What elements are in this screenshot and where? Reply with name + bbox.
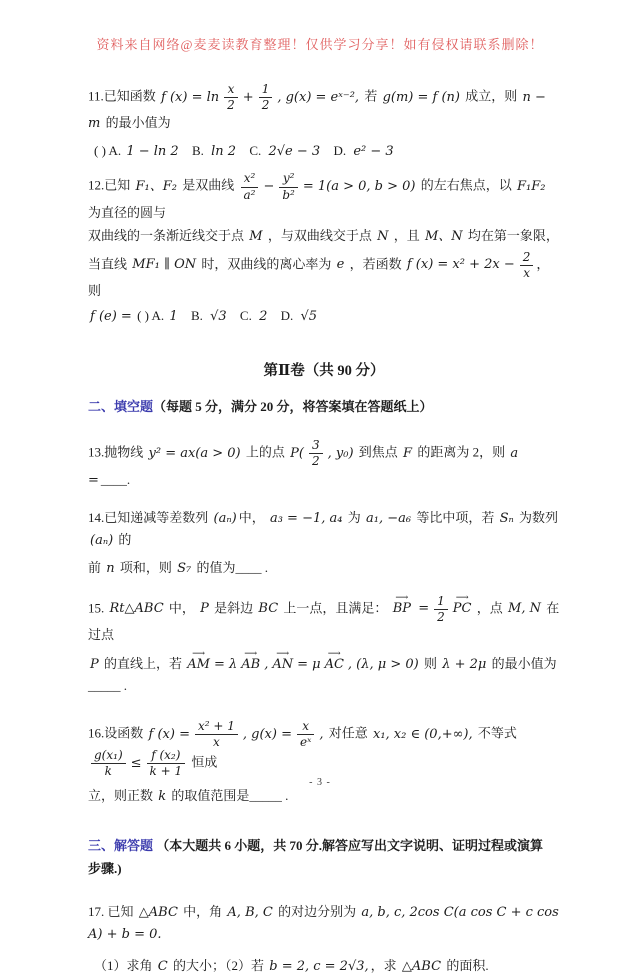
fraction-numerator: 3 xyxy=(309,439,323,454)
formula: (aₙ) xyxy=(90,532,114,548)
question-text: 成立，则 xyxy=(465,88,518,104)
fraction xyxy=(309,439,323,468)
fraction xyxy=(259,83,273,112)
fraction-denominator: b² xyxy=(282,187,295,202)
formula: A, B, C xyxy=(227,904,273,920)
option-a-value: 1 − ln 2 xyxy=(126,144,179,160)
question-15 xyxy=(88,595,560,696)
fraction-numerator: x xyxy=(297,720,314,735)
formula: (aₙ) xyxy=(213,510,237,526)
formula: S₇ xyxy=(177,560,192,576)
formula: a₃ = −1, a₄ xyxy=(269,510,343,526)
option-a-value: 1 xyxy=(169,309,178,325)
question-text: 的对边分别为 xyxy=(278,903,357,919)
option-c-label: C. xyxy=(249,143,262,159)
question-text: 上的点 xyxy=(245,444,285,460)
formula: f (x) = ln xyxy=(161,89,220,105)
question-text: 中， xyxy=(238,509,265,525)
section-2-header xyxy=(88,396,560,417)
formula: BC xyxy=(258,601,279,617)
question-12 xyxy=(88,172,560,327)
formula: = xyxy=(418,601,430,617)
formula: = μ xyxy=(297,656,321,672)
question-text: 前 xyxy=(88,559,102,575)
fraction-numerator: x xyxy=(224,83,238,98)
formula: , g(x) = eˣ⁻², xyxy=(277,89,360,105)
question-text: ，则 xyxy=(88,256,550,299)
fraction-denominator: 2 xyxy=(261,98,270,113)
q17-line-1 xyxy=(88,901,560,945)
formula: MF₁ ∥ ON xyxy=(132,257,197,273)
option-b-value: ln 2 xyxy=(211,144,237,160)
formula: n xyxy=(106,560,115,576)
formula: a, b, c, 2cos C(a cos C + c cos A) + b = 0. xyxy=(88,904,559,942)
formula: P( xyxy=(290,445,304,461)
watermark-notice: 资料来自网络@麦麦读教育整理！仅供学习分享！如有侵权请联系删除！ xyxy=(96,37,544,52)
section-2-subtitle: （每题 5 分，满分 20 分，将答案填在答题纸上） xyxy=(153,399,433,415)
fraction-denominator: a² xyxy=(243,187,256,202)
question-text: 到焦点 xyxy=(358,444,398,460)
formula: a = xyxy=(88,445,519,488)
question-text: 若 xyxy=(364,88,378,104)
answer-blank: ____. xyxy=(100,471,131,487)
answer-blank: ____ . xyxy=(235,559,269,575)
question-text: 的取值范围是 xyxy=(171,787,250,803)
answer-paren: ( ) A. xyxy=(94,143,122,159)
question-text: 上一点，且满足： xyxy=(283,600,388,616)
formula: , y₀) xyxy=(327,445,354,461)
page-number: - 3 - xyxy=(309,777,331,788)
question-text: 的距离为 2，则 xyxy=(417,444,506,460)
question-text: ，点 xyxy=(476,600,503,616)
formula: n − m xyxy=(88,89,546,132)
q14-line-1 xyxy=(88,507,560,551)
formula: + xyxy=(242,89,254,105)
formula: △ABC xyxy=(401,958,442,974)
question-number: 15. xyxy=(88,600,105,616)
fraction-numerator: x² + 1 xyxy=(195,720,238,735)
question-text: 的最小值为 xyxy=(491,655,557,671)
volume-title: 第Ⅱ卷（共 90 分） xyxy=(263,363,385,380)
option-b-value: √3 xyxy=(210,309,227,325)
fraction-denominator: x xyxy=(213,735,220,750)
q15-line-1 xyxy=(88,595,560,645)
q12-line-3 xyxy=(88,251,560,301)
question-text: 时，双曲线的离心率为 xyxy=(201,256,332,272)
question-text: 当直线 xyxy=(88,256,128,272)
formula: F₁F₂ xyxy=(517,179,546,195)
question-text: 的 xyxy=(118,531,132,547)
q12-line-2 xyxy=(88,225,560,247)
question-13 xyxy=(88,439,560,490)
fraction-numerator: x² xyxy=(241,172,259,187)
section-3-header-line-2 xyxy=(88,858,560,879)
question-text: ，若函数 xyxy=(349,256,402,272)
option-c-value: 2 xyxy=(259,309,268,325)
formula: M、N xyxy=(424,228,463,244)
formula: e xyxy=(336,257,345,273)
q17-line-2 xyxy=(88,955,560,977)
question-text: 等比中项，若 xyxy=(416,509,495,525)
question-text: 的值为 xyxy=(196,559,236,575)
question-text: 的左右焦点，以 xyxy=(420,178,512,194)
formula: y² = ax(a > 0) xyxy=(148,445,241,461)
fraction xyxy=(147,749,186,778)
vector-bp: ⟶ BP xyxy=(391,598,413,619)
fraction-denominator: x xyxy=(523,265,530,280)
subquestion-text: 的面积. xyxy=(446,957,489,973)
fraction xyxy=(297,720,314,749)
question-text: ，且 xyxy=(393,227,420,243)
option-c-label: C. xyxy=(239,308,252,324)
question-text: ，与双曲线交于点 xyxy=(267,227,372,243)
section-3-subtitle: （本大题共 6 小题，共 70 分.解答应写出文字说明、证明过程或演算 xyxy=(156,837,544,853)
section-3-subtitle-continued: 步骤.) xyxy=(88,860,122,876)
fraction xyxy=(279,172,298,201)
fraction-denominator: k + 1 xyxy=(149,764,183,779)
formula: f (e) = xyxy=(90,309,132,325)
option-b-label: B. xyxy=(190,308,203,324)
option-d-label: D. xyxy=(333,143,347,159)
question-number: 11.已知函数 xyxy=(88,88,156,104)
question-number: 12.已知 xyxy=(88,178,131,194)
formula: Rt△ABC xyxy=(109,601,164,617)
question-text: 是双曲线 xyxy=(182,178,235,194)
formula: b = 2, c = 2√3, xyxy=(269,958,369,974)
answer-blank: _____ . xyxy=(249,787,289,803)
formula: f (x) = x² + 2x − xyxy=(406,257,515,273)
fraction xyxy=(434,595,448,624)
question-text: 项和，则 xyxy=(119,559,172,575)
formula: x₁, x₂ ∈ (0,+∞), xyxy=(373,726,473,742)
formula: = 1(a > 0, b > 0) xyxy=(302,179,416,195)
question-text: 的直线上，若 xyxy=(104,655,183,671)
fraction xyxy=(520,251,534,280)
question-number: 14.已知递减等差数列 xyxy=(88,509,209,525)
formula: P xyxy=(90,656,99,672)
formula: M, N xyxy=(508,601,541,617)
section-3-header xyxy=(88,835,560,856)
formula: Sₙ xyxy=(499,510,514,526)
formula: P xyxy=(200,601,209,617)
formula: , (λ, μ > 0) xyxy=(347,656,419,672)
option-d-value: e² − 3 xyxy=(353,144,394,160)
section-2-title: 二、填空题 xyxy=(88,399,154,415)
option-c-value: 2√e − 3 xyxy=(268,144,321,160)
fraction-numerator: f (x₂) xyxy=(147,749,186,764)
q11-options xyxy=(88,140,560,162)
question-number: 17. 已知 xyxy=(88,903,134,919)
formula: , xyxy=(319,726,324,742)
vector-ab: ⟶ AB xyxy=(239,654,262,675)
question-text: 中， xyxy=(168,600,195,616)
question-text: 对任意 xyxy=(328,725,368,741)
q16-line-1 xyxy=(88,720,560,779)
fraction xyxy=(91,749,126,778)
fraction-denominator: eˣ xyxy=(299,735,312,750)
q14-line-2 xyxy=(88,557,560,579)
question-text: 中，角 xyxy=(183,903,223,919)
question-text: 为数列 xyxy=(519,509,559,525)
option-b-label: B. xyxy=(191,143,204,159)
fraction-denominator: 2 xyxy=(311,454,320,469)
subquestion-text: 的大小；（2）若 xyxy=(172,957,264,973)
answer-blank: _____ . xyxy=(88,677,127,693)
question-text: 是斜边 xyxy=(214,600,254,616)
question-text: 恒成 xyxy=(191,754,218,770)
subquestion-text: （1）求角 xyxy=(94,957,153,973)
q15-line-2 xyxy=(88,653,560,696)
fraction xyxy=(241,172,259,201)
question-text: 立，则正数 xyxy=(88,787,154,803)
exam-content xyxy=(0,83,640,977)
formula: N xyxy=(377,228,389,244)
formula: λ + 2μ xyxy=(442,656,487,672)
formula: f (x) = xyxy=(148,726,190,742)
question-text: 均在第一象限， xyxy=(467,227,559,243)
formula: = λ xyxy=(213,656,238,672)
formula: k xyxy=(158,788,167,804)
question-text: 为直径的圆与 xyxy=(88,204,167,220)
question-number: 13.抛物线 xyxy=(88,444,144,460)
fraction-numerator: 1 xyxy=(434,595,448,610)
formula: − xyxy=(263,179,275,195)
formula: a₁, −a₆ xyxy=(365,510,412,526)
fraction-numerator: y² xyxy=(279,172,298,187)
fraction-numerator: 2 xyxy=(520,251,534,266)
q12-options xyxy=(88,305,560,327)
formula: F xyxy=(403,445,413,461)
option-d-label: D. xyxy=(280,308,294,324)
formula: △ABC xyxy=(138,904,178,920)
fraction-denominator: 2 xyxy=(437,609,445,624)
question-text: 不等式 xyxy=(477,725,517,741)
formula: C xyxy=(157,958,168,974)
section-3-title: 三、解答题 xyxy=(88,837,154,853)
vector-am: ⟶ AM xyxy=(185,654,212,675)
question-17 xyxy=(88,901,560,977)
formula: , g(x) = xyxy=(242,726,292,742)
formula: F₁、F₂ xyxy=(135,179,177,195)
formula: M xyxy=(249,228,263,244)
vector-ac: ⟶ AC xyxy=(323,654,346,675)
question-11 xyxy=(88,83,560,162)
vector-pc: ⟶ PC xyxy=(451,598,474,619)
vector-an: ⟶ AN xyxy=(270,654,295,675)
question-text: 为 xyxy=(347,509,361,525)
formula: g(m) = f (n) xyxy=(382,89,460,105)
fraction-denominator: k xyxy=(104,764,112,779)
fraction xyxy=(224,83,238,112)
question-text: 的最小值为 xyxy=(105,115,171,131)
answer-paren: ( ) A. xyxy=(137,308,165,324)
fraction-numerator: g(x₁) xyxy=(91,749,126,764)
question-text: 在过点 xyxy=(88,600,560,642)
q12-line-1 xyxy=(88,172,560,222)
question-text: 则 xyxy=(423,655,437,671)
formula: ≤ xyxy=(130,755,142,771)
subquestion-text: ，求 xyxy=(370,957,397,973)
option-d-value: √5 xyxy=(300,309,318,325)
question-number: 16.设函数 xyxy=(88,725,144,741)
q11-line-1 xyxy=(88,83,560,134)
formula: , xyxy=(264,656,269,672)
question-14 xyxy=(88,507,560,579)
fraction xyxy=(195,720,238,749)
question-text: 双曲线的一条渐近线交于点 xyxy=(88,227,245,243)
fraction-numerator: 1 xyxy=(259,83,273,98)
fraction-denominator: 2 xyxy=(227,98,235,113)
question-16 xyxy=(88,720,560,807)
